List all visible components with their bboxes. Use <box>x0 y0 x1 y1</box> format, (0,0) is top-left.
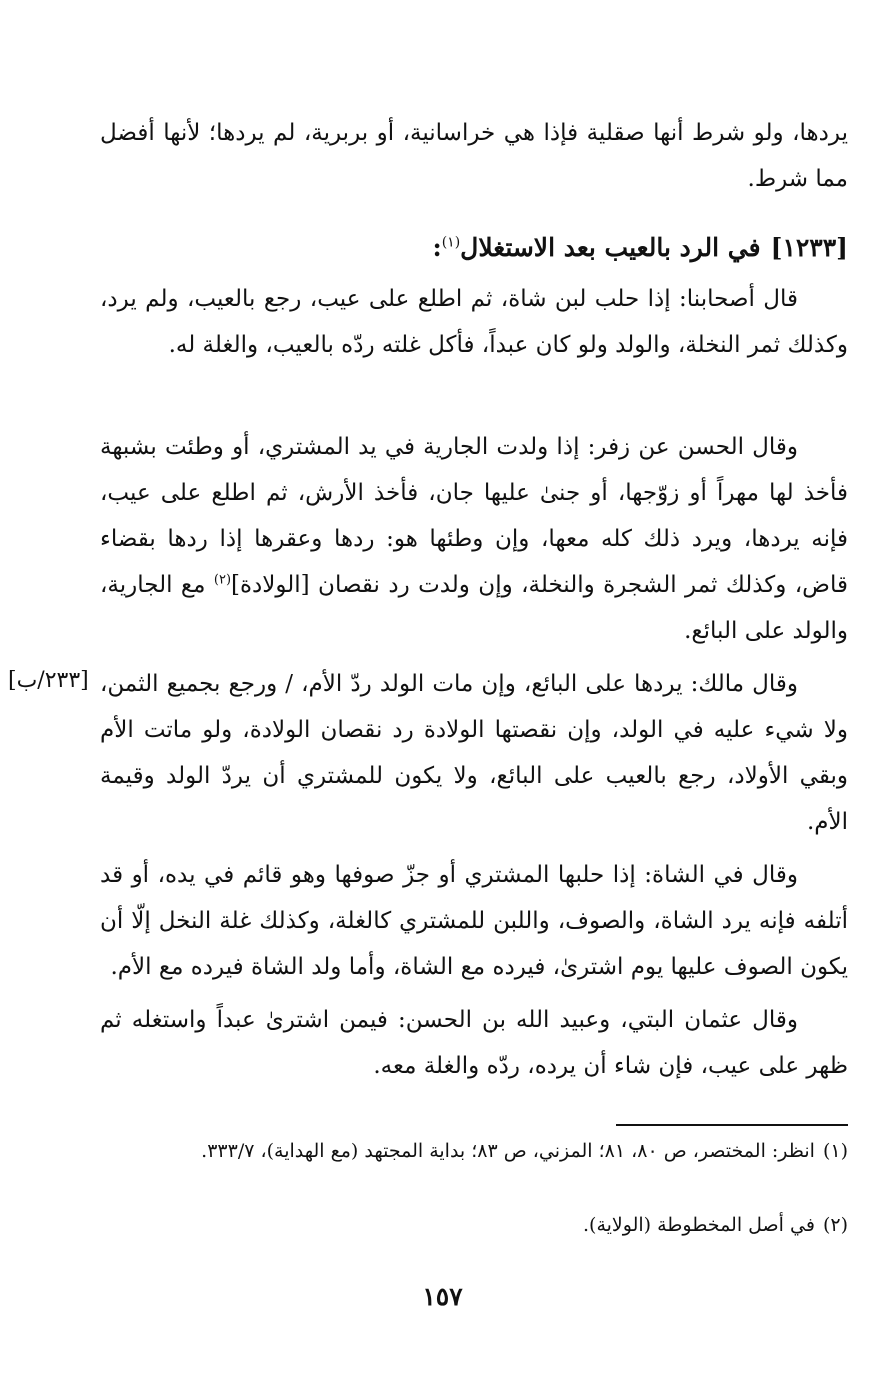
footnote-separator <box>616 1124 848 1126</box>
section-title: في الرد بالعيب بعد الاستغلال <box>460 233 761 262</box>
paragraph-continued: يردها، ولو شرط أنها صقلية فإذا هي خراسانية، أو بربرية، لم يردها؛ لأنها أفضل مما شرط. <box>100 120 848 192</box>
section-heading <box>100 228 848 268</box>
footnote-2-number: (٢) <box>822 1214 848 1236</box>
margin-folio-reference: [٢٣٣/ب] <box>8 668 89 693</box>
paragraph-malik: وقال مالك: يردها على البائع، وإن مات الولد ردّ الأم، / ورجع بجميع الثمن، ولا شيء عليه في الولد، وإن نقصتها الولادة رد نقصان الولادة، ولو ماتت الأم وبقي الأولاد، رجع بالعيب على البائع، ولا يكون للمشتري أن يردّ الولد وقيمة الأم. <box>100 671 848 835</box>
footnote-1-number: (١) <box>822 1140 848 1162</box>
footnote-ref-1: (١) <box>441 234 461 251</box>
paragraph-uthman-batti: وقال عثمان البتي، وعبيد الله بن الحسن: فيمن اشترىٰ عبداً واستغله ثم ظهر على عيب، فإن شاء أن يرده، ردّه والغلة معه. <box>100 1007 848 1079</box>
paragraph-shah: وقال في الشاة: إذا حلبها المشتري أو جزّ صوفها وهو قائم في يده، أو قد أتلفه فإنه يرد الشاة، والصوف، واللبن للمشتري كالغلة، وكذلك غلة النخل إلّا أن يكون الصوف عليها يوم اشترىٰ، فيرده مع الشاة، وأما ولد الشاة فيرده مع الأم. <box>100 862 848 980</box>
footnote-1 <box>100 1134 848 1168</box>
section-number: [١٢٣٣] <box>770 233 848 262</box>
section-colon: : <box>432 233 442 262</box>
paragraph-hasan-zufar <box>100 424 848 654</box>
page-number: ١٥٧ <box>422 1282 463 1311</box>
footnote-2 <box>100 1208 848 1242</box>
paragraph-ashab: قال أصحابنا: إذا حلب لبن شاة، ثم اطلع على عيب، رجع بالعيب، ولم يرد، وكذلك ثمر النخلة، والولد ولو كان عبداً، فأكل غلته ردّه بالعيب، والغلة له. <box>100 286 848 358</box>
paragraph-hasan-zufar-tail: مع الجارية، والولد على البائع. <box>100 572 848 644</box>
footnote-1-text: انظر: المختصر، ص ٨٠، ٨١؛ المزني، ص ٨٣؛ بداية المجتهد (مع الهداية)، ٣٣٣/٧. <box>201 1140 815 1162</box>
footnote-2-text: في أصل المخطوطة (الولاية). <box>583 1214 815 1236</box>
footnote-ref-2: (٢) <box>213 572 232 588</box>
paragraph-hasan-zufar-text: وقال الحسن عن زفر: إذا ولدت الجارية في يد المشتري، أو وطئت بشبهة فأخذ لها مهراً أو زوّجها، أو جنىٰ عليها جان، فأخذ الأرش، ثم اطلع على عيب، فإنه يردها، ويرد ذلك كله معها، وإن وطئها هو: ردها وعقرها إذا ردها بقضاء قاض، وكذلك ثمر الشجرة والنخلة، وإن ولدت رد نقصان [الولادة] <box>100 434 848 598</box>
